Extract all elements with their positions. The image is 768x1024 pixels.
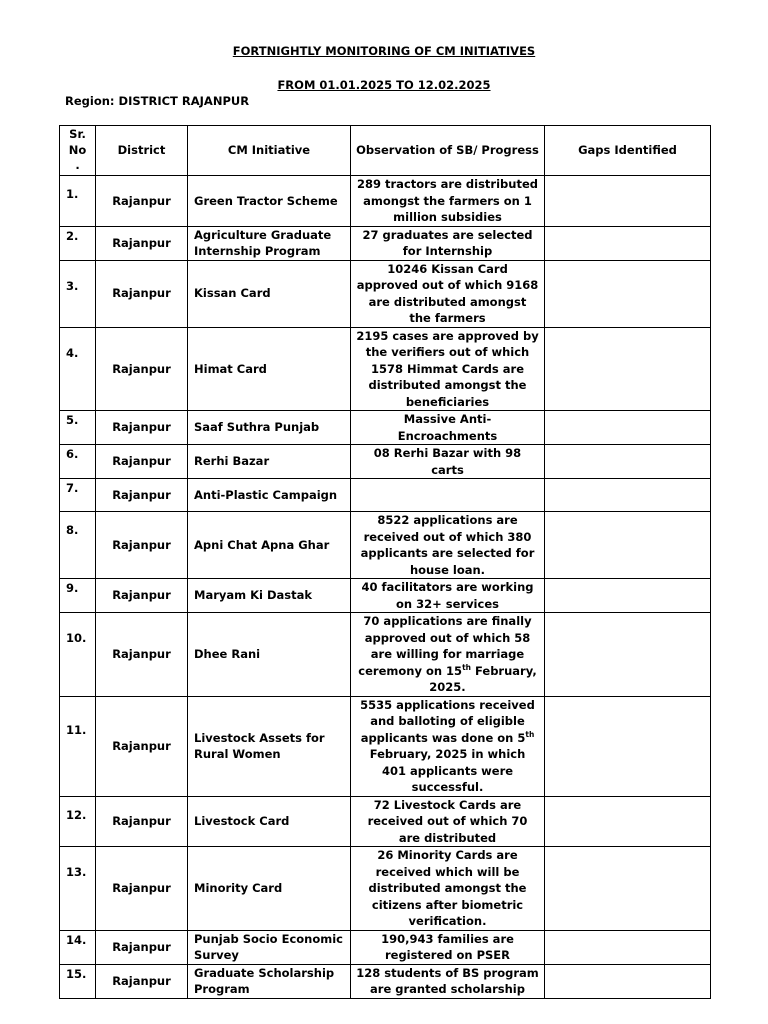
row-srno: 10. bbox=[60, 613, 96, 697]
table-row bbox=[60, 411, 711, 445]
row-gaps bbox=[545, 847, 711, 931]
region-label: Region: DISTRICT RAJANPUR bbox=[65, 94, 250, 108]
table-row bbox=[60, 964, 711, 998]
table-row bbox=[60, 327, 711, 411]
row-initiative: Agriculture Graduate Internship Program bbox=[188, 226, 351, 260]
row-observation: 08 Rerhi Bazar with 98 carts bbox=[351, 445, 545, 479]
reporting-period: FROM 01.01.2025 TO 12.02.2025 bbox=[277, 78, 491, 92]
row-gaps bbox=[545, 613, 711, 697]
row-initiative: Maryam Ki Dastak bbox=[188, 579, 351, 613]
initiatives-table bbox=[59, 125, 711, 999]
row-gaps bbox=[545, 512, 711, 579]
row-observation: 5535 applications received and balloting of eligible applicants was done on 5th February, 2025 in which 401 applicants were successful. bbox=[351, 696, 545, 796]
row-initiative: Graduate Scholarship Program bbox=[188, 964, 351, 998]
row-srno: 6. bbox=[60, 445, 96, 479]
row-district: Rajanpur bbox=[96, 964, 188, 998]
row-observation: 190,943 families are registered on PSER bbox=[351, 930, 545, 964]
row-district: Rajanpur bbox=[96, 445, 188, 479]
table-row bbox=[60, 796, 711, 847]
table-header-row bbox=[60, 126, 711, 176]
row-district: Rajanpur bbox=[96, 411, 188, 445]
row-gaps bbox=[545, 696, 711, 796]
row-observation: 72 Livestock Cards are received out of which 70 are distributed bbox=[351, 796, 545, 847]
row-srno: 11. bbox=[60, 696, 96, 796]
column-header-initiative: CM Initiative bbox=[188, 126, 351, 176]
table-row bbox=[60, 260, 711, 327]
row-district: Rajanpur bbox=[96, 176, 188, 227]
row-district: Rajanpur bbox=[96, 579, 188, 613]
table-row bbox=[60, 512, 711, 579]
row-gaps bbox=[545, 479, 711, 512]
row-observation: 40 facilitators are working on 32+ services bbox=[351, 579, 545, 613]
row-initiative: Punjab Socio Economic Survey bbox=[188, 930, 351, 964]
row-observation: 289 tractors are distributed amongst the farmers on 1 million subsidies bbox=[351, 176, 545, 227]
row-gaps bbox=[545, 930, 711, 964]
row-srno: 15. bbox=[60, 964, 96, 998]
row-district: Rajanpur bbox=[96, 930, 188, 964]
row-srno: 13. bbox=[60, 847, 96, 931]
row-observation: 128 students of BS program are granted scholarship bbox=[351, 964, 545, 998]
row-gaps bbox=[545, 796, 711, 847]
row-srno: 2. bbox=[60, 226, 96, 260]
row-srno: 5. bbox=[60, 411, 96, 445]
row-district: Rajanpur bbox=[96, 226, 188, 260]
row-gaps bbox=[545, 964, 711, 998]
row-initiative: Minority Card bbox=[188, 847, 351, 931]
row-srno: 12. bbox=[60, 796, 96, 847]
row-observation: 8522 applications are received out of which 380 applicants are selected for house loan. bbox=[351, 512, 545, 579]
row-observation: 2195 cases are approved by the verifiers out of which 1578 Himmat Cards are distributed amongst the beneficiaries bbox=[351, 327, 545, 411]
row-srno: 3. bbox=[60, 260, 96, 327]
row-srno: 9. bbox=[60, 579, 96, 613]
row-district: Rajanpur bbox=[96, 479, 188, 512]
table-row bbox=[60, 445, 711, 479]
table-row bbox=[60, 847, 711, 931]
row-srno: 8. bbox=[60, 512, 96, 579]
row-observation: 70 applications are finally approved out of which 58 are willing for marriage ceremony on 15th February, 2025. bbox=[351, 613, 545, 697]
row-district: Rajanpur bbox=[96, 796, 188, 847]
row-district: Rajanpur bbox=[96, 512, 188, 579]
row-district: Rajanpur bbox=[96, 847, 188, 931]
row-initiative: Rerhi Bazar bbox=[188, 445, 351, 479]
row-initiative: Saaf Suthra Punjab bbox=[188, 411, 351, 445]
row-gaps bbox=[545, 327, 711, 411]
row-observation: Massive Anti-Encroachments bbox=[351, 411, 545, 445]
table-row bbox=[60, 696, 711, 796]
row-srno: 7. bbox=[60, 479, 96, 512]
row-district: Rajanpur bbox=[96, 613, 188, 697]
row-gaps bbox=[545, 226, 711, 260]
row-srno: 14. bbox=[60, 930, 96, 964]
row-srno: 4. bbox=[60, 327, 96, 411]
row-observation bbox=[351, 479, 545, 512]
row-observation: 27 graduates are selected for Internship bbox=[351, 226, 545, 260]
row-initiative: Green Tractor Scheme bbox=[188, 176, 351, 227]
row-gaps bbox=[545, 445, 711, 479]
row-observation: 26 Minority Cards are received which will be distributed amongst the citizens after biometric verification. bbox=[351, 847, 545, 931]
row-srno: 1. bbox=[60, 176, 96, 227]
table-row bbox=[60, 226, 711, 260]
row-initiative: Anti-Plastic Campaign bbox=[188, 479, 351, 512]
table-row bbox=[60, 479, 711, 512]
row-initiative: Apni Chat Apna Ghar bbox=[188, 512, 351, 579]
table-row bbox=[60, 930, 711, 964]
column-header-gaps: Gaps Identified bbox=[545, 126, 711, 176]
row-observation: 10246 Kissan Card approved out of which 9168 are distributed amongst the farmers bbox=[351, 260, 545, 327]
row-district: Rajanpur bbox=[96, 327, 188, 411]
row-initiative: Himat Card bbox=[188, 327, 351, 411]
row-initiative: Kissan Card bbox=[188, 260, 351, 327]
row-gaps bbox=[545, 176, 711, 227]
table-row bbox=[60, 176, 711, 227]
row-gaps bbox=[545, 260, 711, 327]
table-row bbox=[60, 613, 711, 697]
column-header-district: District bbox=[96, 126, 188, 176]
row-gaps bbox=[545, 411, 711, 445]
table-row bbox=[60, 579, 711, 613]
document-title: FORTNIGHTLY MONITORING OF CM INITIATIVES bbox=[232, 44, 536, 58]
row-initiative: Dhee Rani bbox=[188, 613, 351, 697]
row-district: Rajanpur bbox=[96, 260, 188, 327]
column-header-srno: Sr. No . bbox=[60, 126, 96, 176]
column-header-observation: Observation of SB/ Progress bbox=[351, 126, 545, 176]
row-gaps bbox=[545, 579, 711, 613]
row-initiative: Livestock Card bbox=[188, 796, 351, 847]
row-district: Rajanpur bbox=[96, 696, 188, 796]
row-initiative: Livestock Assets for Rural Women bbox=[188, 696, 351, 796]
